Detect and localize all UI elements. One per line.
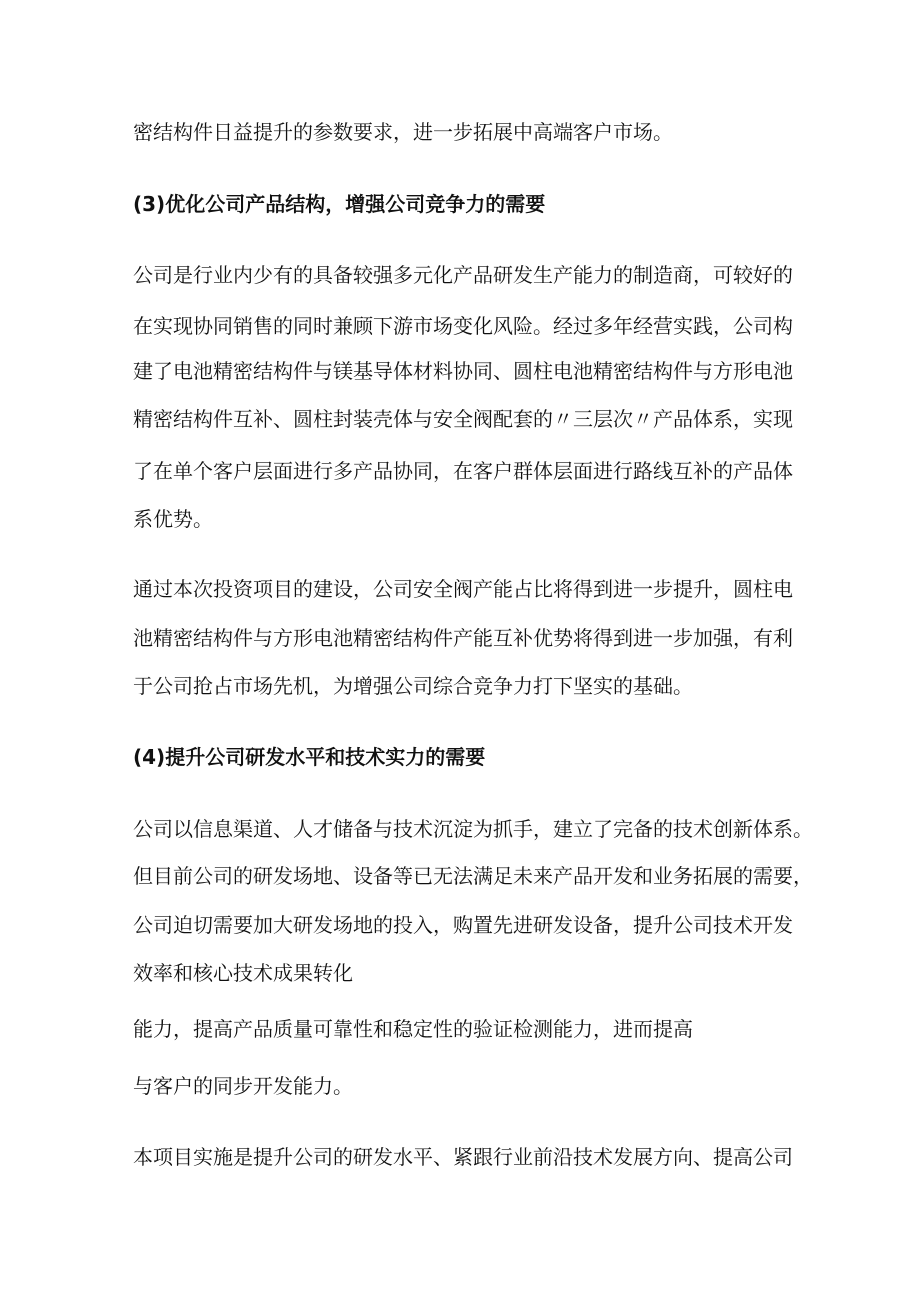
paragraph-line: 精密结构件互补、圆柱封装壳体与安全阀配套的〃三层次〃产品体系，实现 [133,407,793,431]
paragraph-line: 建了电池精密结构件与镁基导体材料协同、圆柱电池精密结构件与方形电池 [133,359,793,383]
paragraph-line: 通过本次投资项目的建设，公司安全阀产能占比将得到进一步提升，圆柱电 [133,577,793,601]
paragraph-line: 在实现协同销售的同时兼顾下游市场变化风险。经过多年经营实践，公司构 [133,314,793,338]
paragraph-line: 本项目实施是提升公司的研发水平、紧跟行业前沿技术发展方向、提高公司 [133,1145,793,1169]
paragraph-line: 能力，提高产品质量可靠性和稳定性的验证检测能力，进而提高 [133,1017,693,1041]
paragraph-line: 公司迫切需要加大研发场地的投入，购置先进研发设备，提升公司技术开发 [133,913,793,937]
paragraph-line: 公司是行业内少有的具备较强多元化产品研发生产能力的制造商，可较好的 [133,263,793,287]
section-heading-3: (3)优化公司产品结构，增强公司竞争力的需要 [133,192,546,216]
paragraph-line: 效率和核心技术成果转化 [133,961,353,985]
paragraph-line: 密结构件日益提升的参数要求，进一步拓展中高端客户市场。 [133,120,673,144]
paragraph-line: 系优势。 [133,507,213,531]
section-heading-4: (4)提升公司研发水平和技术实力的需要 [133,745,486,769]
paragraph-line: 但目前公司的研发场地、设备等已无法满足未来产品开发和业务拓展的需要， [133,864,813,888]
paragraph-line: 了在单个客户层面进行多产品协同，在客户群体层面进行路线互补的产品体 [133,459,793,483]
paragraph-line: 池精密结构件与方形电池精密结构件产能互补优势将得到进一步加强，有利 [133,626,793,650]
paragraph-line: 与客户的同步开发能力。 [133,1074,353,1098]
paragraph-line: 于公司抢占市场先机，为增强公司综合竞争力打下坚实的基础。 [133,674,693,698]
paragraph-line: 公司以信息渠道、人才储备与技术沉淀为抓手，建立了完备的技术创新体系。 [133,817,813,841]
